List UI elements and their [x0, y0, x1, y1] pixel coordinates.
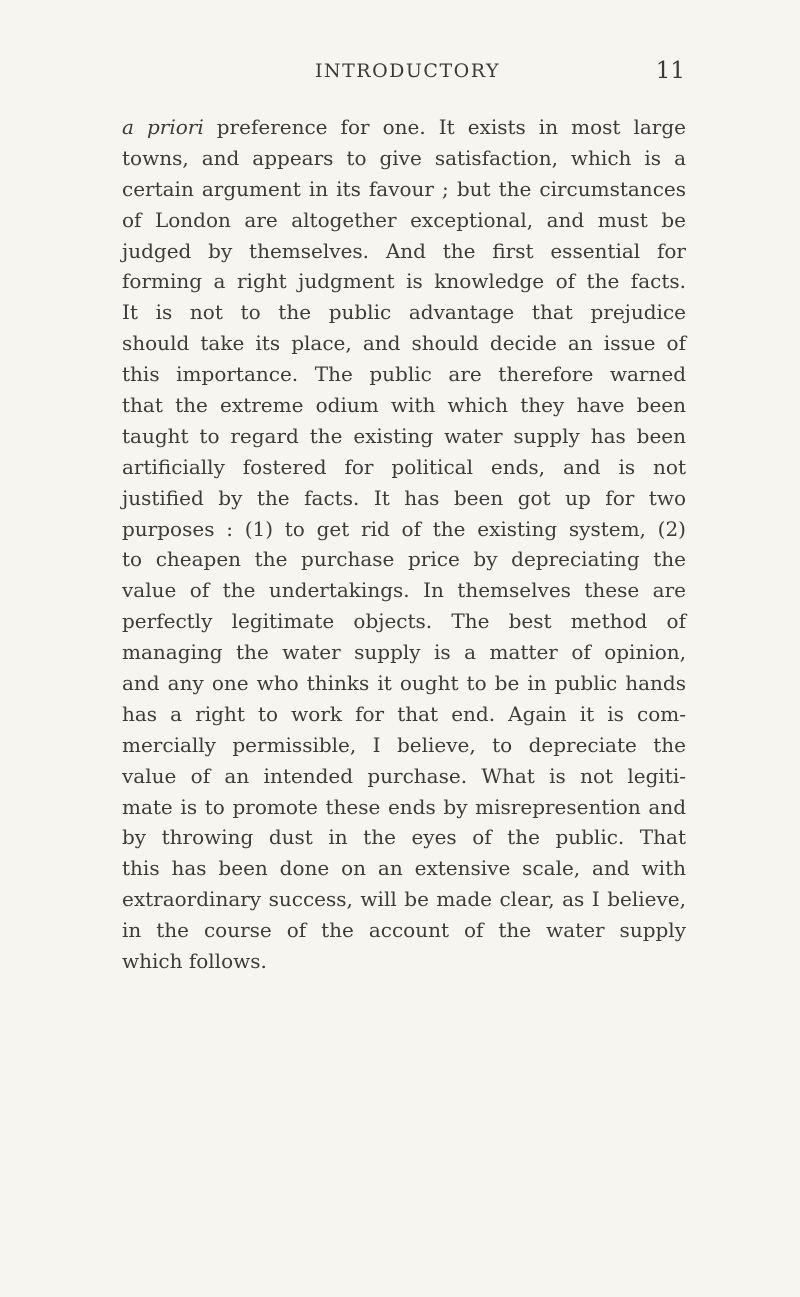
text-line: managing the water supply is a matter of opinion, [122, 640, 686, 665]
running-head [125, 60, 685, 90]
text-line: this importance. The public are therefore warned [122, 362, 686, 387]
text-line: of London are altogether exceptional, and must be [122, 207, 686, 232]
page-number: 11 [655, 58, 685, 84]
text-line: justified by the facts. It has been got up for two [122, 485, 686, 510]
text-line: value of an intended purchase. What is not legiti- [122, 763, 686, 788]
line-text: preference for one. It exists in most large [203, 115, 686, 139]
text-line: mercially permissible, I believe, to depreciate the [122, 732, 686, 757]
text-line: mate is to promote these ends by misrepresention and [122, 794, 686, 819]
text-line: should take its place, and should decide an issue of [122, 331, 686, 356]
body-paragraph [122, 112, 686, 977]
text-line: extraordinary success, will be made clear, as I believe, [122, 887, 686, 912]
text-line: taught to regard the existing water supply has been [122, 423, 686, 448]
text-line: this has been done on an extensive scale, and with [122, 856, 686, 881]
text-line: It is not to the public advantage that prejudice [122, 300, 686, 325]
text-line: artificially fostered for political ends, and is not [122, 454, 686, 479]
running-title: INTRODUCTORY [315, 60, 500, 82]
text-line: forming a right judgment is knowledge of the facts. [122, 269, 686, 294]
text-line: in the course of the account of the water supply [122, 918, 686, 943]
text-line: and any one who thinks it ought to be in public hands [122, 671, 686, 696]
text-line: to cheapen the purchase price by depreciating the [122, 547, 686, 572]
text-line: which follows. [122, 949, 267, 974]
text-line: towns, and appears to give satisfaction, which is a [122, 145, 686, 170]
text-line: judged by themselves. And the first essential for [122, 238, 686, 263]
italic-phrase: a priori [122, 115, 204, 139]
text-line: certain argument in its favour ; but the circumstances [122, 176, 686, 201]
text-line: purposes : (1) to get rid of the existing system, (2) [122, 516, 686, 541]
text-line: that the extreme odium with which they have been [122, 393, 686, 418]
text-line: value of the undertakings. In themselves these are [122, 578, 686, 603]
text-line [122, 112, 686, 143]
text-line: perfectly legitimate objects. The best method of [122, 609, 686, 634]
text-line: has a right to work for that end. Again it is com- [122, 701, 686, 726]
text-line: by throwing dust in the eyes of the public. That [122, 825, 686, 850]
